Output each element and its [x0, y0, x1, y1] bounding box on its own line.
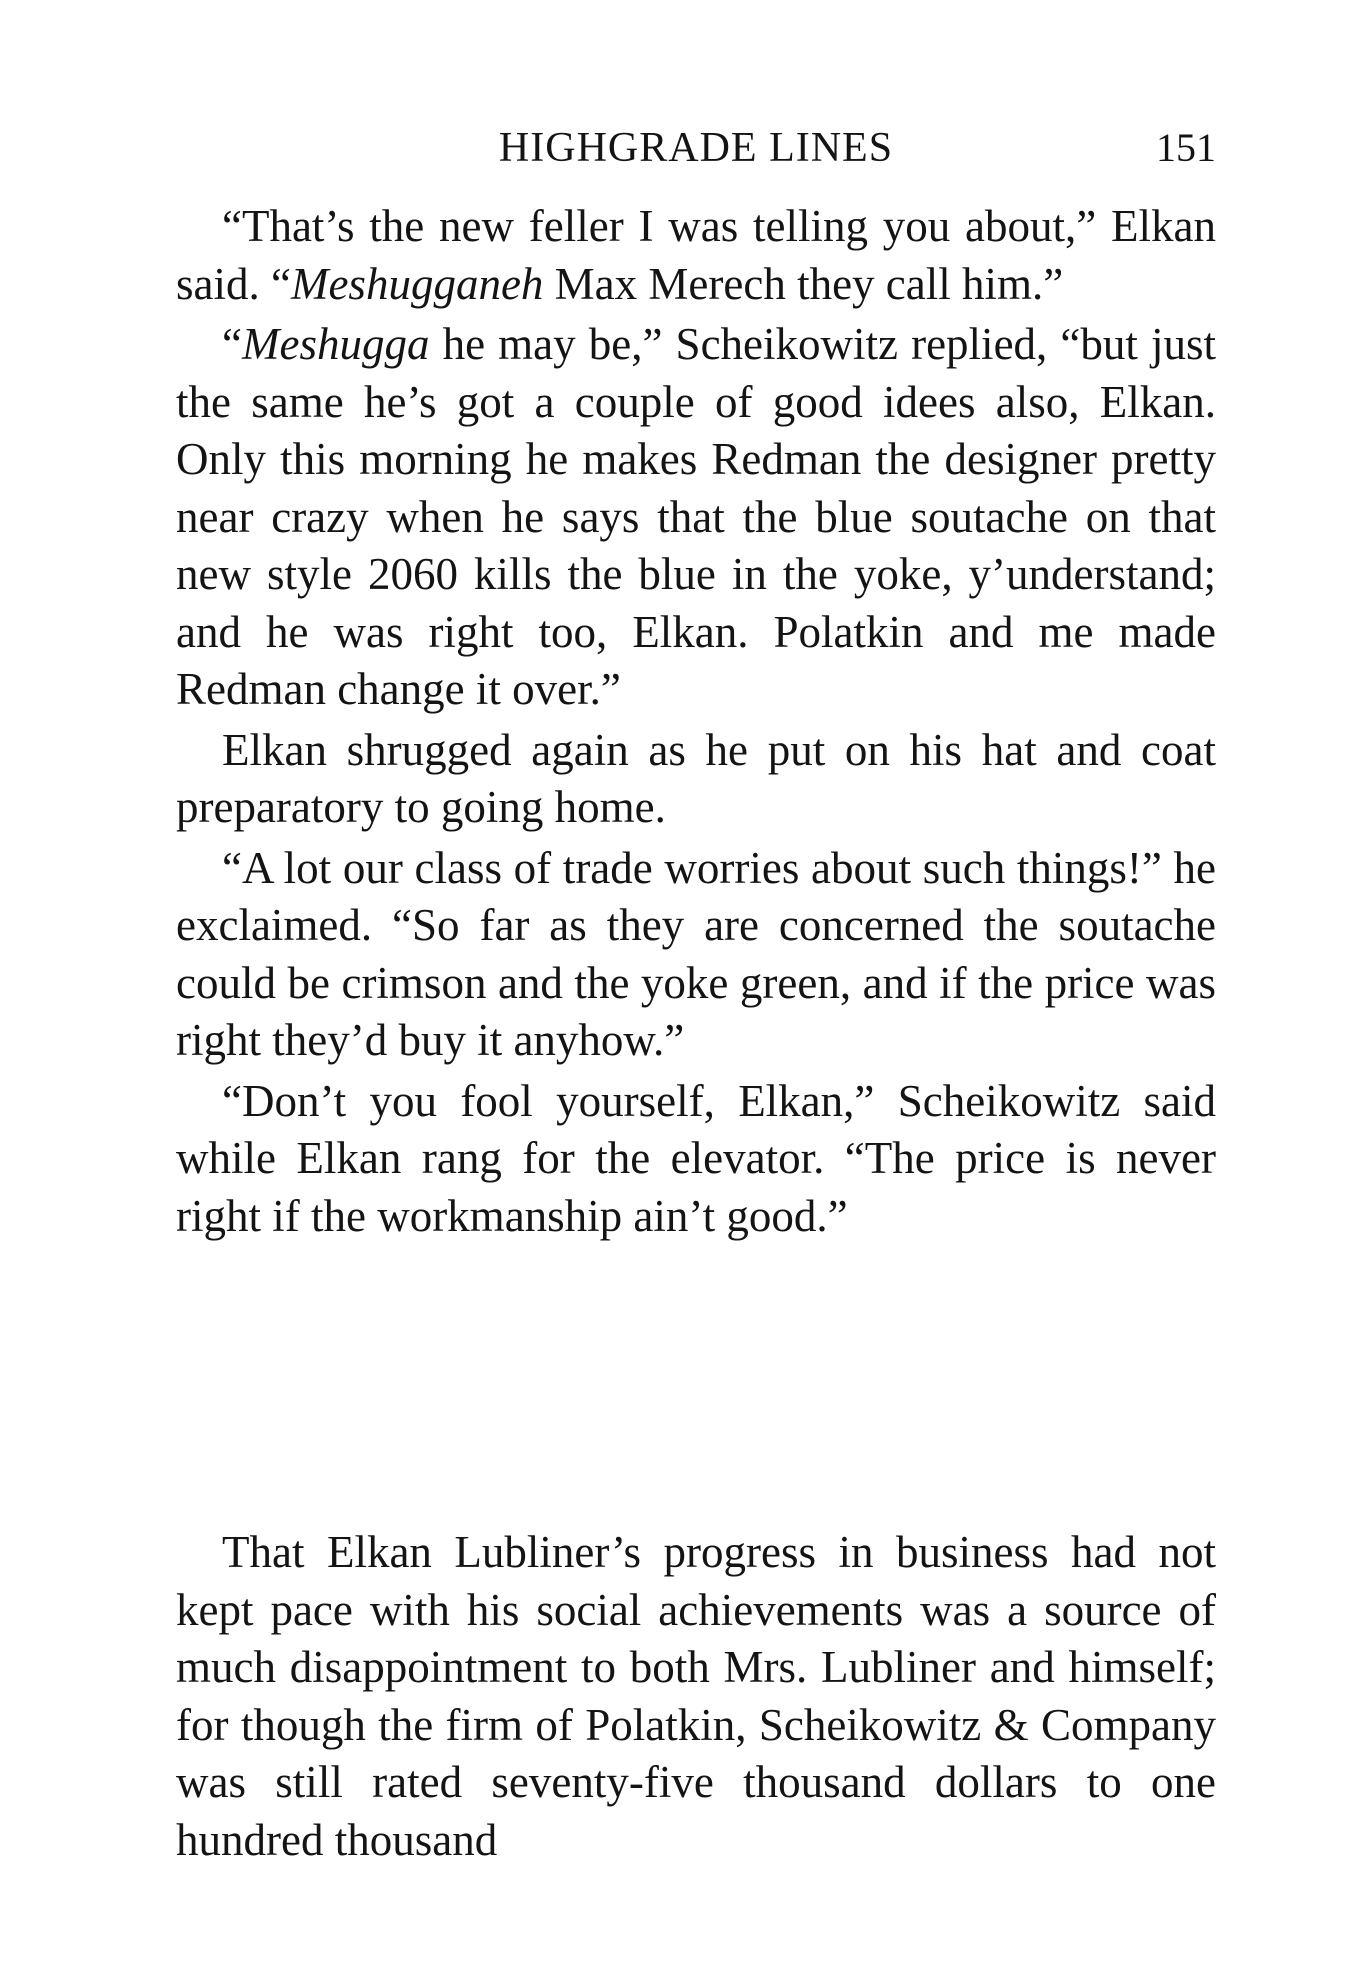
- paragraph: [176, 840, 1216, 1070]
- text-run: “: [222, 319, 242, 369]
- page-number: 151: [1156, 125, 1216, 170]
- text-run: he may be,” Scheikowitz replied, “but just the same he’s got a couple of good idees also, Elkan. Only this morning he makes Redman the designer pretty near crazy when he says that the blue soutache on that new style 2060 kills the blue in the yoke, y’understand; and he was right too, Elkan. Polatkin and me made Redman change it over.”: [176, 319, 1216, 714]
- text-block-lower: [176, 1524, 1216, 1869]
- running-title: HIGHGRADE LINES: [498, 125, 894, 171]
- paragraph: [176, 1073, 1216, 1246]
- text-run: “That’s the new feller I was telling you about,” Elkan said. “: [176, 201, 1216, 309]
- running-head: [176, 118, 1216, 178]
- paragraph: [176, 198, 1216, 313]
- text-run: “A lot our class of trade worries about such things!” he exclaimed. “So far as they are concerned the soutache could be crimson and the yoke green, and if the price was right they’d buy it anyhow.”: [176, 842, 1216, 1065]
- italic-text: Meshugganeh: [290, 258, 544, 309]
- paragraph: [176, 316, 1216, 719]
- italic-text: Meshugga: [241, 319, 430, 369]
- text-run: Max Merech they call him.”: [543, 258, 1064, 309]
- text-run: Elkan shrugged again as he put on his hat and coat preparatory to going home.: [176, 724, 1216, 832]
- paragraph: [176, 1524, 1216, 1869]
- paragraph: [176, 722, 1216, 837]
- text-block-upper: [176, 198, 1216, 1245]
- text-run: That Elkan Lubliner’s progress in business had not kept pace with his social achievements was a source of much disappointment to both Mrs. Lubliner and himself; for though the firm of Polatkin, Scheikowitz & Company was still rated seventy-five thousand dollars to one hundred thousand: [176, 1527, 1216, 1865]
- text-run: “Don’t you fool yourself, Elkan,” Scheikowitz said while Elkan rang for the elevator. “The price is never right if the workmanship ain’t good.”: [176, 1075, 1216, 1241]
